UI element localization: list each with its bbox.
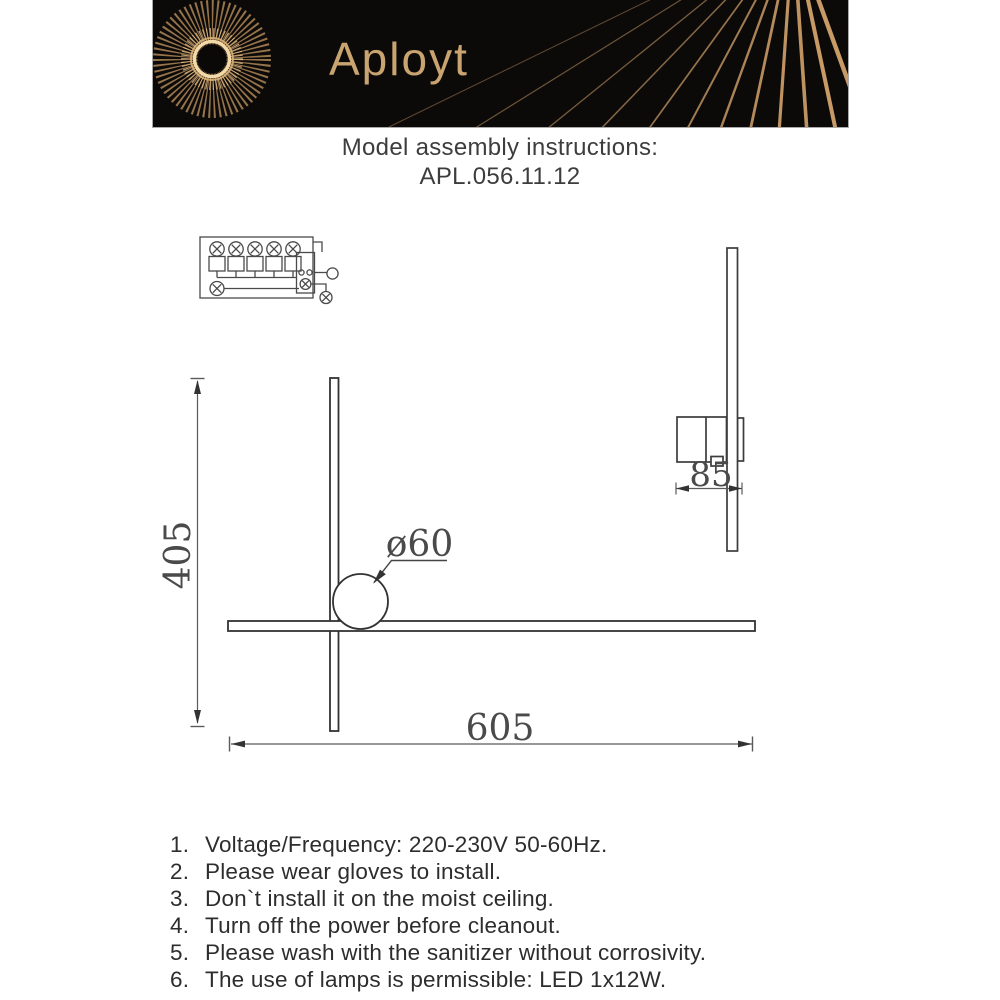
front-view — [228, 378, 755, 731]
technical-drawing — [0, 200, 1000, 800]
instruction-item-6 — [170, 966, 870, 993]
item-number: 2. — [170, 859, 190, 884]
terminal-block — [209, 242, 301, 271]
item-number: 1. — [170, 832, 190, 857]
horizontal-rod — [228, 621, 755, 631]
item-number: 5. — [170, 940, 190, 965]
lamp-bar-profile — [727, 248, 738, 551]
height-dim-label: 405 — [158, 520, 199, 590]
height-dimension — [158, 379, 205, 727]
item-number: 4. — [170, 913, 190, 938]
item-text: Please wear gloves to install. — [205, 859, 502, 884]
wiring-schematic — [200, 237, 338, 304]
wall-plate — [738, 418, 744, 461]
title-line-1: Model assembly instructions: — [341, 134, 659, 161]
side-view — [677, 248, 744, 551]
item-number: 3. — [170, 886, 190, 911]
item-text: Don`t install it on the moist ceiling. — [205, 886, 555, 911]
instruction-list — [170, 831, 870, 993]
item-number: 6. — [170, 967, 190, 992]
instruction-item-3 — [170, 885, 870, 912]
vertical-rod — [330, 378, 339, 731]
instruction-item-2 — [170, 858, 870, 885]
width-dim-label: 605 — [465, 708, 535, 749]
ball-dim-label: ø60 — [385, 524, 454, 565]
ball-diameter-leader — [373, 524, 453, 584]
instruction-item-1 — [170, 831, 870, 858]
item-text: Voltage/Frequency: 220-230V 50-60Hz. — [205, 832, 608, 857]
width-dimension — [230, 708, 753, 752]
page-title — [0, 133, 1000, 191]
item-text: The use of lamps is permissible: LED 1x12W. — [205, 967, 667, 992]
sunburst-logo-icon — [153, 0, 271, 118]
ball-joint — [333, 574, 388, 629]
brand-banner — [152, 0, 849, 128]
instruction-item-4 — [170, 912, 870, 939]
item-text: Please wash with the sanitizer without corrosivity. — [205, 940, 707, 965]
brand-name: Aployt — [329, 33, 469, 85]
depth-dim-label: 85 — [689, 455, 733, 495]
item-text: Turn off the power before cleanout. — [205, 913, 561, 938]
model-number: APL.056.11.12 — [419, 163, 581, 190]
lamp-symbol — [327, 268, 338, 279]
instruction-item-5 — [170, 939, 870, 966]
